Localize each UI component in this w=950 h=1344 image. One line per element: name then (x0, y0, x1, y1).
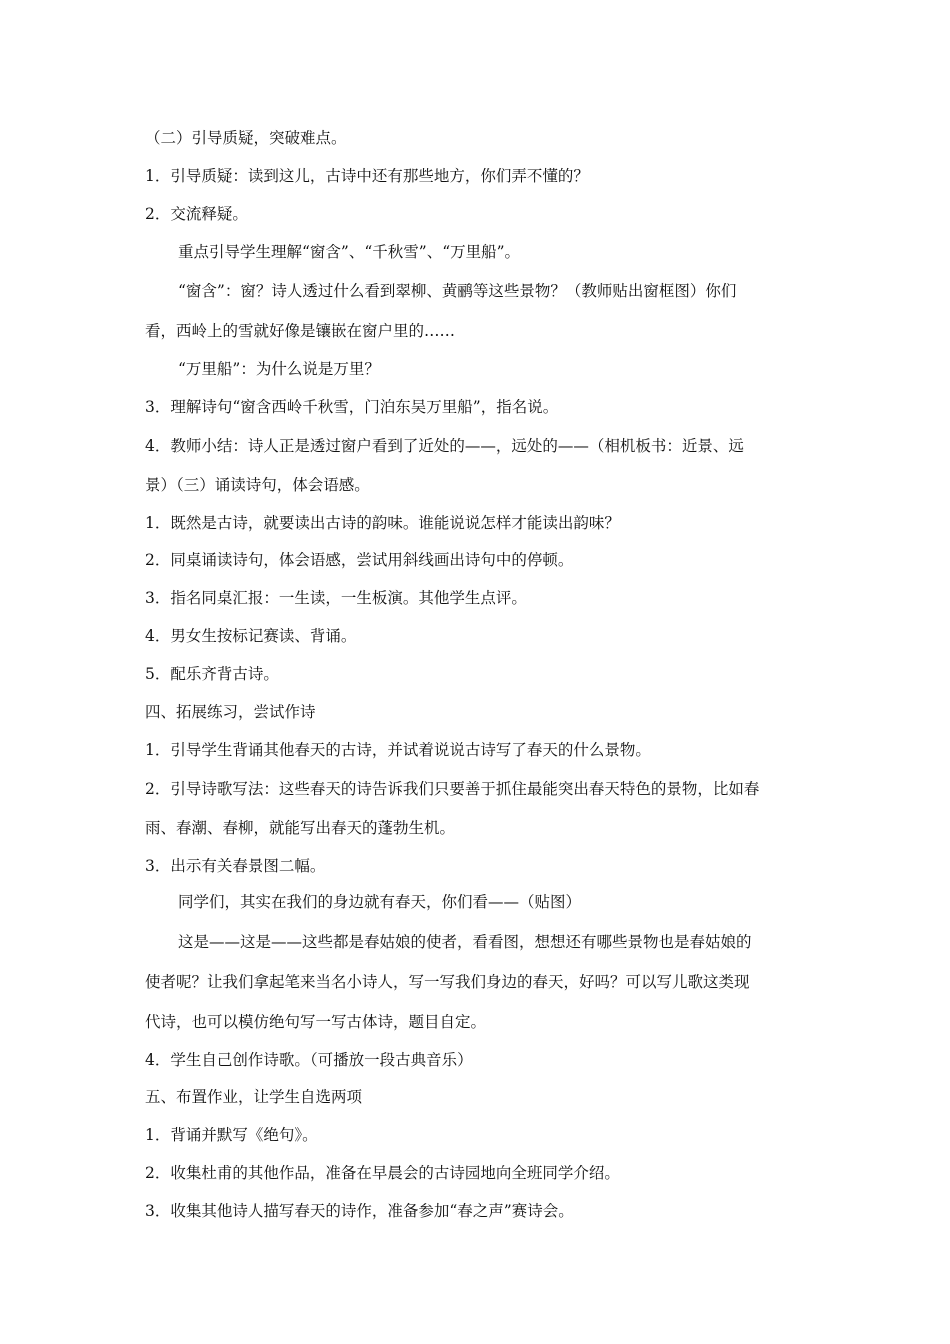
paragraph-line: 1．既然是古诗，就要读出古诗的韵味。谁能说说怎样才能读出韵味？ (145, 514, 620, 532)
paragraph-line: 2．同桌诵读诗句，体会语感，尝试用斜线画出诗句中的停顿。 (145, 551, 574, 569)
paragraph-line: 雨、春潮、春柳，就能写出春天的蓬勃生机。 (145, 819, 456, 837)
section-heading: 五、布置作业，让学生自选两项 (145, 1088, 363, 1106)
paragraph-line: 1．引导质疑：读到这儿，古诗中还有那些地方，你们弄不懂的？ (145, 167, 589, 185)
paragraph-line: 1．引导学生背诵其他春天的古诗，并试着说说古诗写了春天的什么景物。 (145, 741, 651, 759)
paragraph-line: “万里船”：为什么说是万里？ (178, 360, 380, 378)
paragraph-line: 4．男女生按标记赛读、背诵。 (145, 627, 357, 645)
paragraph-line: 1．背诵并默写《绝句》。 (145, 1126, 318, 1144)
paragraph-line: 2．收集杜甫的其他作品，准备在早晨会的古诗园地向全班同学介绍。 (145, 1164, 620, 1182)
paragraph-line: 这是——这是——这些都是春姑娘的使者，看看图，想想还有哪些景物也是春姑娘的 (178, 933, 752, 951)
paragraph-line: 看，西岭上的雪就好像是镶嵌在窗户里的…… (145, 322, 456, 340)
paragraph-line: 2．交流释疑。 (145, 205, 248, 223)
paragraph-line: 2．引导诗歌写法：这些春天的诗告诉我们只要善于抓住最能突出春天特色的景物，比如春 (145, 780, 760, 798)
paragraph-line: 同学们，其实在我们的身边就有春天，你们看——（贴图） (178, 893, 582, 911)
paragraph-line: 4．学生自己创作诗歌。（可播放一段古典音乐） (145, 1051, 473, 1069)
paragraph-line: 使者呢？让我们拿起笔来当名小诗人，写一写我们身边的春天，好吗？可以写儿歌这类现 (145, 973, 750, 991)
paragraph-line: 重点引导学生理解“窗含”、“千秋雪”、“万里船”。 (178, 243, 521, 261)
paragraph-line: 4．教师小结：诗人正是透过窗户看到了近处的——，远处的——（相机板书：近景、远 (145, 437, 744, 455)
paragraph-line: 景）（三）诵读诗句，体会语感。 (145, 476, 370, 494)
section-heading: （二）引导质疑，突破难点。 (145, 129, 347, 147)
paragraph-line: 5．配乐齐背古诗。 (145, 665, 279, 683)
section-heading: 四、拓展练习，尝试作诗 (145, 703, 316, 721)
paragraph-line: 代诗，也可以模仿绝句写一写古体诗，题目自定。 (145, 1013, 487, 1031)
paragraph-line: 3．收集其他诗人描写春天的诗作，准备参加“春之声”赛诗会。 (145, 1202, 574, 1220)
paragraph-line: 3．出示有关春景图二幅。 (145, 857, 326, 875)
paragraph-line: “窗含”：窗？诗人透过什么看到翠柳、黄鹂等这些景物？（教师贴出窗框图）你们 (178, 282, 737, 300)
paragraph-line: 3．理解诗句“窗含西岭千秋雪，门泊东吴万里船”，指名说。 (145, 398, 559, 416)
paragraph-line: 3．指名同桌汇报：一生读，一生板演。其他学生点评。 (145, 589, 527, 607)
